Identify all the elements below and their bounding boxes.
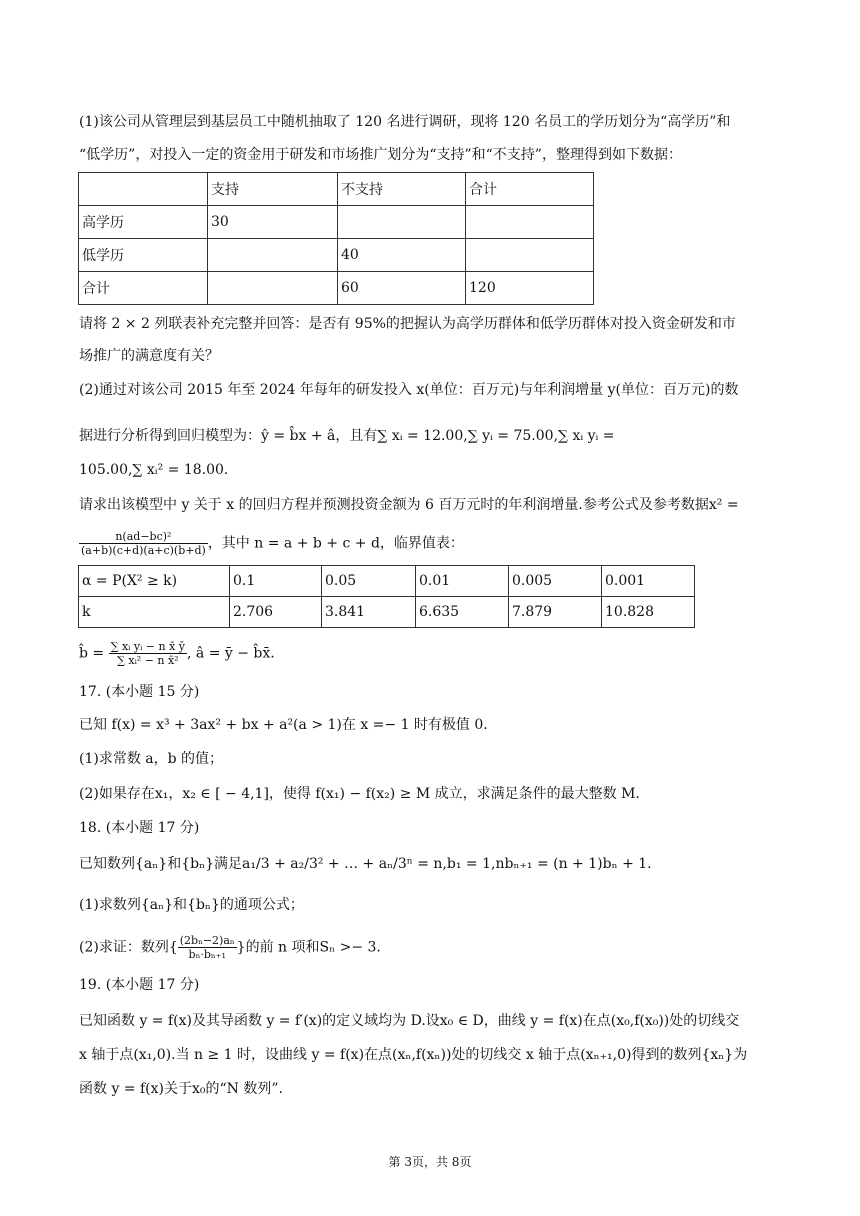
table-cell	[208, 272, 338, 305]
q19-title: 19. (本小题 17 分)	[79, 977, 200, 993]
table-cell: 120	[466, 272, 594, 305]
q18-title: 18. (本小题 17 分)	[79, 820, 200, 836]
table-cell: 2.706	[230, 597, 322, 628]
q18-line3-post: }的前 n 项和Sₙ >− 3.	[236, 939, 381, 956]
bhat-lhs: b̂ =	[79, 645, 105, 662]
bhat-fraction	[109, 640, 187, 667]
table-cell: 高学历	[79, 206, 208, 239]
bhat-formula	[79, 640, 275, 667]
table-cell: 低学历	[79, 239, 208, 272]
p2-line3: 105.00,∑ xᵢ² = 18.00.	[79, 462, 229, 478]
table-cell: 3.841	[322, 597, 416, 628]
table-cell: 不支持	[338, 173, 466, 206]
q18-line2: (1)求数列{aₙ}和{bₙ}的通项公式；	[79, 897, 304, 913]
contingency-table	[78, 172, 594, 305]
p2-line2: 据进行分析得到回归模型为：ŷ = b̂x + â，且有∑ xᵢ = 12.00,∑ yᵢ = 75.00,∑ xᵢ yᵢ =	[79, 428, 615, 444]
fraction-denominator: (a+b)(c+d)(a+c)(b+d)	[81, 544, 206, 557]
table-cell: α = P(X² ≥ k)	[79, 566, 230, 597]
table-cell: 支持	[208, 173, 338, 206]
table-cell	[79, 173, 208, 206]
q17-title: 17. (本小题 15 分)	[79, 684, 200, 700]
p1-question-line1: 请将 2 × 2 列联表补充完整并回答：是否有 95%的把握认为高学历群体和低学历群体对投入资金研发和市	[79, 316, 736, 332]
table-cell: 0.001	[602, 566, 695, 597]
q19-line3: 函数 y = f(x)关于x₀的“N 数列”.	[79, 1081, 283, 1097]
table-cell: 0.005	[509, 566, 602, 597]
table-cell: 30	[208, 206, 338, 239]
fraction-denominator: ∑ xᵢ² − n x̄²	[117, 654, 179, 667]
p2-line1: (2)通过对该公司 2015 年至 2024 年每年的研发投入 x(单位：百万元)与年利润增量 y(单位：百万元)的数	[79, 382, 739, 398]
q18-line1: 已知数列{aₙ}和{bₙ}满足a₁/3 + a₂/3² + … + aₙ/3ⁿ = n,b₁ = 1,nbₙ₊₁ = (n + 1)bₙ + 1.	[79, 856, 652, 872]
table-cell: 0.1	[230, 566, 322, 597]
p2-line5-text: ，其中 n = a + b + c + d，临界值表：	[207, 535, 464, 552]
table-cell: 7.879	[509, 597, 602, 628]
table-cell	[338, 206, 466, 239]
p1-question-line2: 场推广的满意度有关？	[79, 348, 219, 364]
table-cell	[466, 239, 594, 272]
p2-line4: 请求出该模型中 y 关于 x 的回归方程并预测投资金额为 6 百万元时的年利润增量.参考公式及参考数据x² =	[79, 497, 739, 513]
table-cell: 合计	[466, 173, 594, 206]
table-cell: 40	[338, 239, 466, 272]
table-cell	[466, 206, 594, 239]
table-cell: 0.01	[416, 566, 509, 597]
fraction-numerator: ∑ xᵢ yᵢ − n x̄ ȳ	[110, 640, 186, 653]
table-row	[79, 173, 594, 206]
p1-line1: (1)该公司从管理层到基层员工中随机抽取了 120 名进行调研，现将 120 名员工的学历划分为“高学历”和	[79, 114, 731, 130]
q19-line2: x 轴于点(x₁,0).当 n ≥ 1 时，设曲线 y = f(x)在点(xₙ,f(xₙ))处的切线交 x 轴于点(xₙ₊₁,0)得到的数列{xₙ}为	[79, 1047, 748, 1063]
table-row	[79, 272, 594, 305]
table-row	[79, 597, 695, 628]
table-cell	[208, 239, 338, 272]
q17-line3: (2)如果存在x₁，x₂ ∈ [ − 4,1]，使得 f(x₁) − f(x₂) ≥ M 成立，求满足条件的最大整数 M.	[79, 786, 640, 802]
table-row	[79, 239, 594, 272]
table-cell: k	[79, 597, 230, 628]
q17-line2: (1)求常数 a，b 的值；	[79, 751, 224, 767]
table-row	[79, 566, 695, 597]
page-footer: 第 3页，共 8页	[388, 1155, 472, 1169]
q18-line3-pre: (2)求证：数列{	[79, 939, 178, 956]
table-cell: 0.05	[322, 566, 416, 597]
chi-square-fraction	[79, 530, 208, 557]
table-cell: 6.635	[416, 597, 509, 628]
q19-line1: 已知函数 y = f(x)及其导函数 y = f′(x)的定义域均为 D.设x₀ ∈ D，曲线 y = f(x)在点(x₀,f(x₀))处的切线交	[79, 1013, 740, 1029]
p1-line2: “低学历”，对投入一定的资金用于研发和市场推广划分为“支持”和“不支持”，整理得到如下数据：	[79, 147, 682, 163]
table-row	[79, 206, 594, 239]
fraction-denominator: bₙ·bₙ₊₁	[188, 948, 226, 961]
table-cell: 10.828	[602, 597, 695, 628]
q17-line1: 已知 f(x) = x³ + 3ax² + bx + a²(a > 1)在 x =− 1 时有极值 0.	[79, 717, 488, 733]
fraction-numerator: (2bₙ−2)aₙ	[179, 934, 235, 947]
q18-line3	[79, 934, 381, 961]
table-cell: 60	[338, 272, 466, 305]
table-cell: 合计	[79, 272, 208, 305]
critical-value-table	[78, 565, 695, 628]
p2-line5	[79, 530, 464, 557]
bhat-rest: , â = ȳ − b̂x̄.	[187, 645, 275, 662]
q18-fraction	[178, 934, 237, 961]
fraction-numerator: n(ad−bc)²	[79, 530, 208, 544]
